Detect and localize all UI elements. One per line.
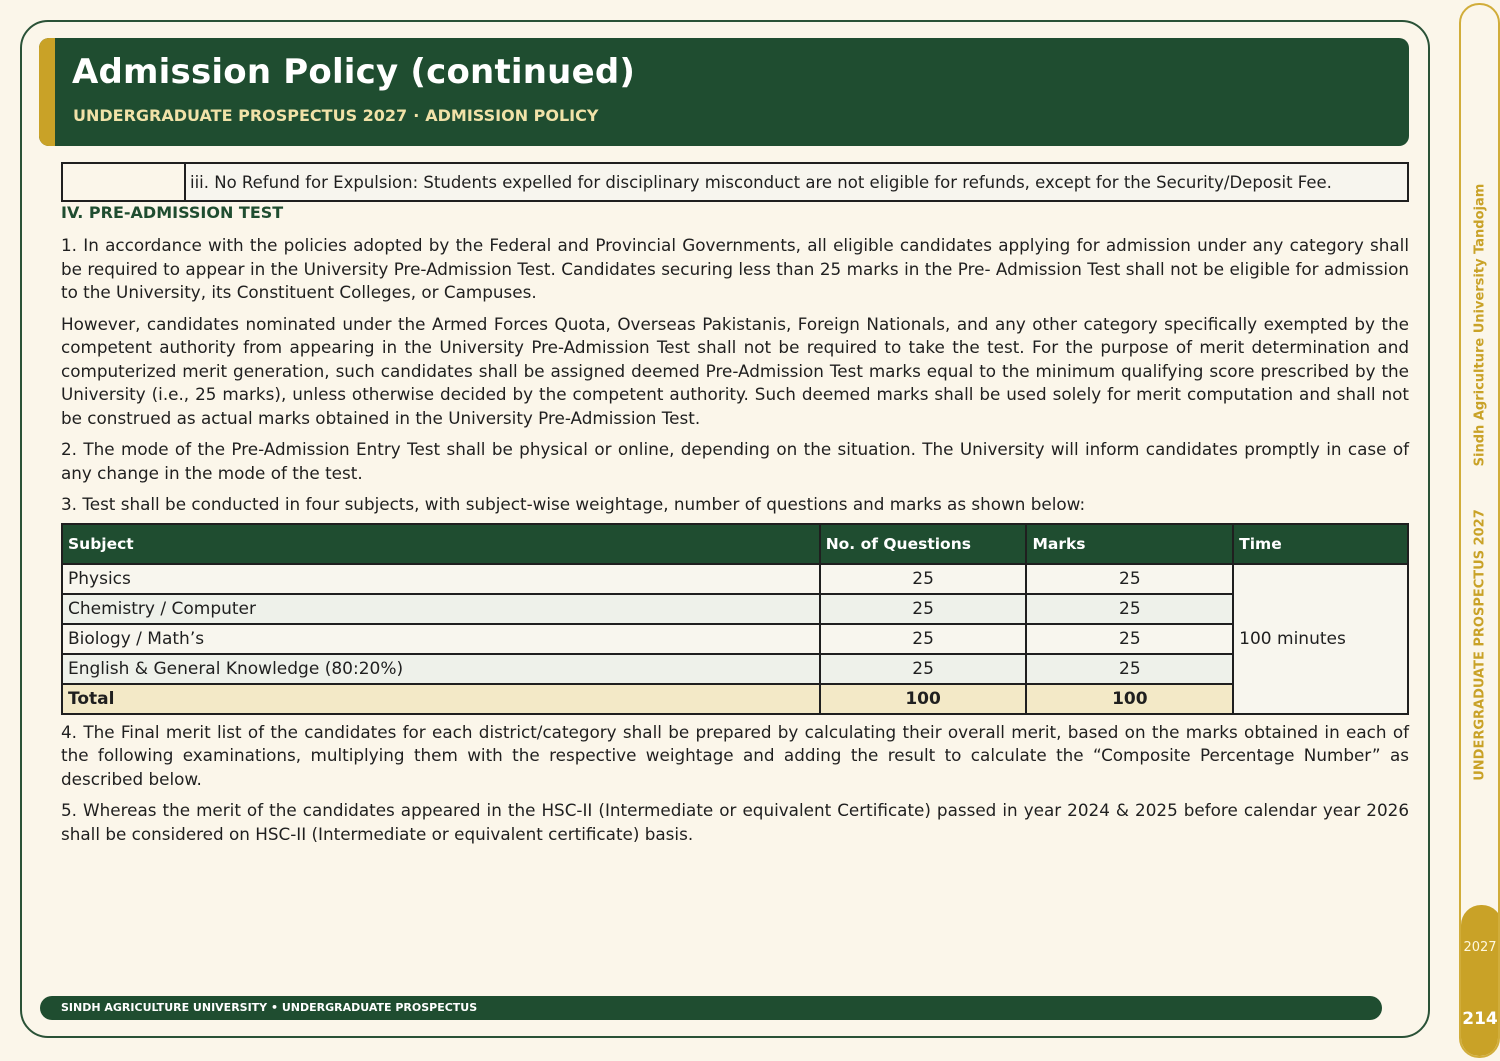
paragraph-3: 2. The mode of the Pre-Admission Entry Test shall be physical or online, depending on the situation. The University will inform candidates promptly in case of any change in the mode of the test. <box>61 439 1409 483</box>
subtitle-separator: · <box>413 106 420 125</box>
table-header-row <box>62 524 1408 564</box>
page-header <box>39 38 1409 146</box>
page-number: 214 <box>1462 1009 1498 1029</box>
questions-cell: 25 <box>820 654 1027 684</box>
test-subject-table <box>61 523 1409 715</box>
table-total-row <box>62 684 1408 714</box>
section-heading: IV. PRE-ADMISSION TEST <box>61 203 284 222</box>
table-row <box>62 564 1408 594</box>
main-content <box>61 162 1409 846</box>
refund-blank-cell <box>62 163 185 201</box>
total-marks-cell: 100 <box>1026 684 1233 714</box>
header-questions: No. of Questions <box>820 524 1027 564</box>
subject-cell: English & General Knowledge (80:20%) <box>62 654 820 684</box>
time-cell: 100 minutes <box>1233 564 1408 714</box>
refund-row <box>62 163 1408 201</box>
marks-cell: 25 <box>1026 564 1233 594</box>
paragraph-2: However, candidates nominated under the Armed Forces Quota, Overseas Pakistanis, Foreign Nationals, and any other category specifically exempted by the competent authority from appearing in the University Pre-Admission Test shall not be required to take the test. For the purpose of merit determination and computerized merit generation, such candidates shall be assigned deemed Pre-Admission Test marks equal to the minimum qualifying score prescribed by the University (i.e., 25 marks), unless otherwise decided by the competent authority. Such deemed marks shall be used solely for merit computation and shall not be construed as actual marks obtained in the University Pre-Admission Test. <box>61 313 1409 428</box>
paragraph-1: 1. In accordance with the policies adopted by the Federal and Provincial Governments, all eligible candidates applying for admission under any category shall be required to appear in the University Pre-Admission Test. Candidates securing less than 25 marks in the Pre- Admission Test shall not be eligible for admission to the University, its Constituent Colleges, or Campuses. <box>61 235 1409 302</box>
questions-cell: 25 <box>820 594 1027 624</box>
subject-cell: Biology / Math’s <box>62 624 820 654</box>
subject-cell: Chemistry / Computer <box>62 594 820 624</box>
subject-cell: Physics <box>62 564 820 594</box>
header-accent-bar <box>39 38 55 146</box>
marks-cell: 25 <box>1026 654 1233 684</box>
paragraph-5: 4. The Final merit list of the candidates for each district/category shall be prepared by calculating their overall merit, based on the marks obtained in each of the following examinations, multiplying them with the respective weightage and adding the result to calculate the “Composite Percentage Number” as described below. <box>61 721 1409 789</box>
subtitle-prospectus: UNDERGRADUATE PROSPECTUS 2027 <box>73 106 408 125</box>
header-subject: Subject <box>62 524 820 564</box>
footer-bar <box>40 996 1382 1020</box>
table-row <box>62 654 1408 684</box>
side-university-label: Sindh Agriculture University Tandojam <box>1472 183 1488 467</box>
total-label-cell: Total <box>62 684 820 714</box>
subtitle-section: ADMISSION POLICY <box>425 106 599 125</box>
page-title: Admission Policy (continued) <box>72 52 636 92</box>
header-time: Time <box>1233 524 1408 564</box>
header-marks: Marks <box>1026 524 1233 564</box>
questions-cell: 25 <box>820 624 1027 654</box>
page-subtitle <box>73 106 598 125</box>
table-row <box>62 594 1408 624</box>
paragraph-4: 3. Test shall be conducted in four subjects, with subject-wise weightage, number of questions and marks as shown below: <box>61 494 1086 514</box>
table-row <box>62 624 1408 654</box>
side-tab-fill <box>1461 905 1500 1058</box>
paragraph-6: 5. Whereas the merit of the candidates appeared in the HSC-II (Intermediate or equivalent Certificate) passed in year 2024 & 2025 before calendar year 2026 shall be considered on HSC-II (Intermediate or equivalent certificate) basis. <box>61 800 1409 844</box>
refund-table <box>61 162 1409 202</box>
footer-text: SINDH AGRICULTURE UNIVERSITY • UNDERGRADUATE PROSPECTUS <box>61 1001 478 1014</box>
questions-cell: 25 <box>820 564 1027 594</box>
side-prospectus-label: UNDERGRADUATE PROSPECTUS 2027 <box>1472 509 1488 781</box>
side-year: 2027 <box>1463 940 1497 955</box>
total-questions-cell: 100 <box>820 684 1027 714</box>
marks-cell: 25 <box>1026 594 1233 624</box>
marks-cell: 25 <box>1026 624 1233 654</box>
refund-text-cell: iii. No Refund for Expulsion: Students expelled for disciplinary misconduct are not eligible for refunds, except for the Security/Deposit Fee. <box>185 163 1408 201</box>
